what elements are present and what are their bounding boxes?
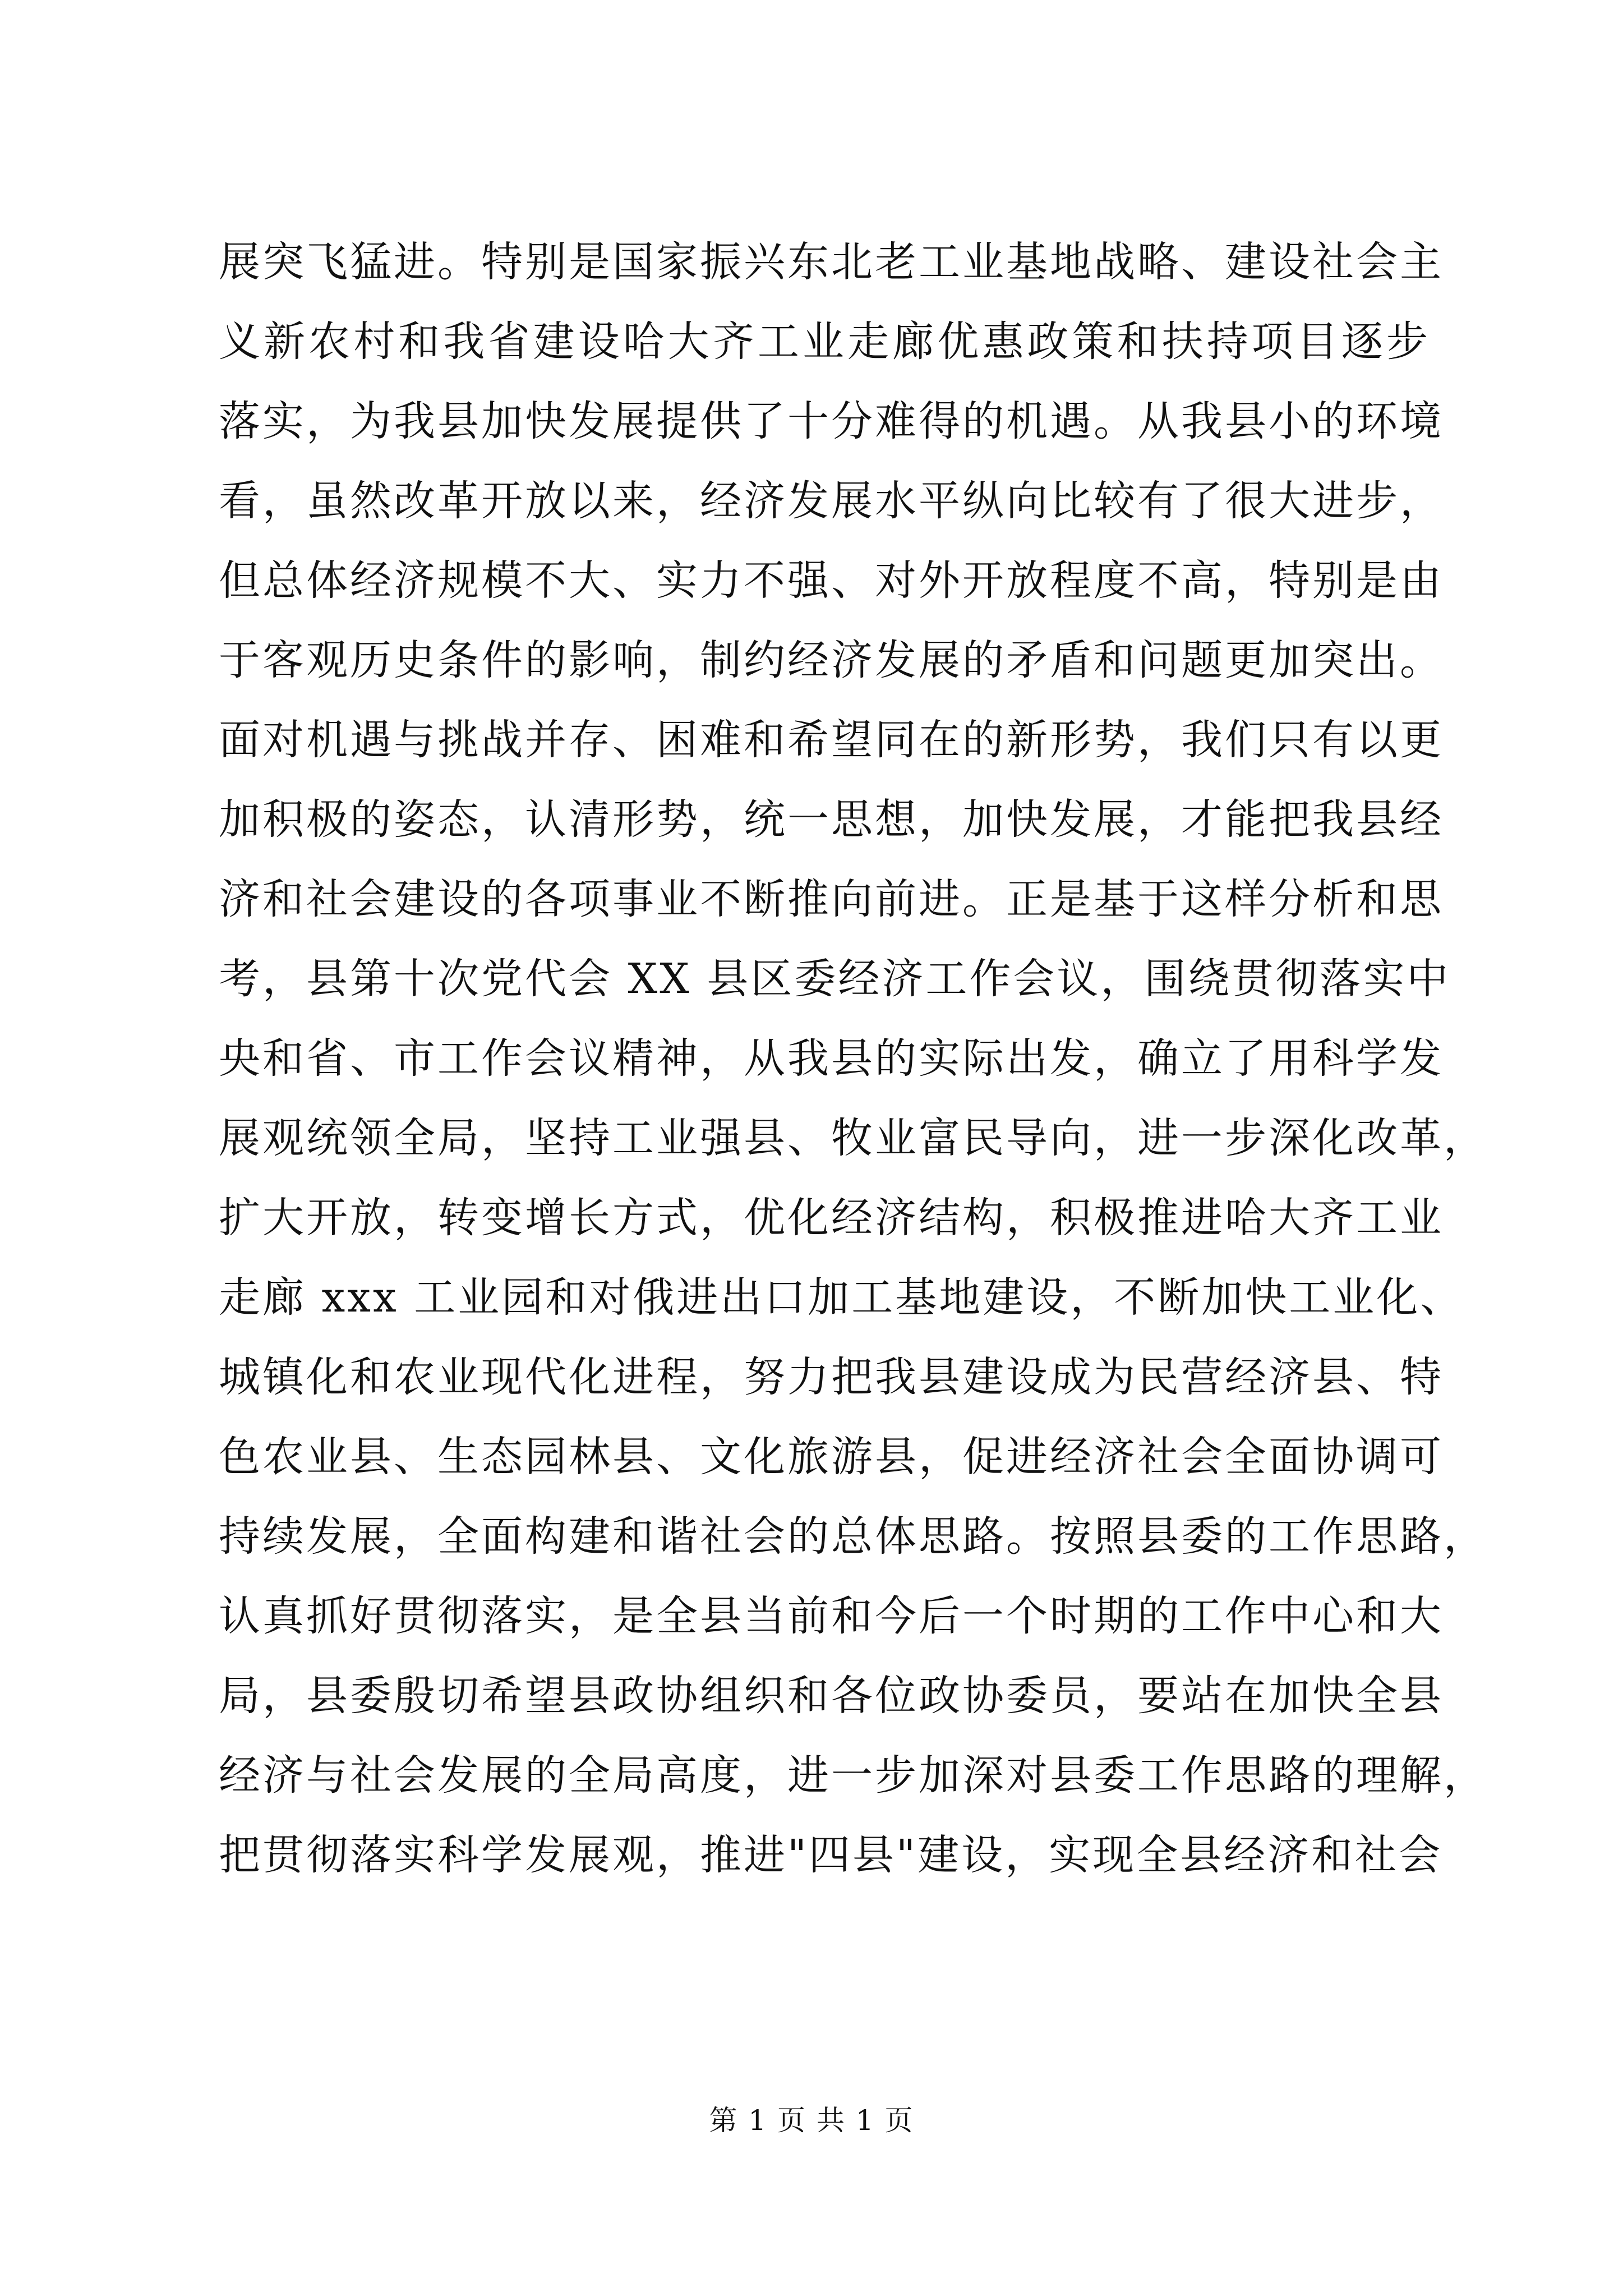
text-line: 把贯彻落实科学发展观，推进"四县"建设，实现全县经济和社会 — [219, 1831, 1443, 1879]
body-paragraph — [219, 222, 1487, 1895]
text-line: 经济与社会发展的全局高度，进一步加深对县委工作思路的理解， — [219, 1751, 1487, 1800]
text-line: 面对机遇与挑战并存、困难和希望同在的新形势，我们只有以更 — [219, 716, 1444, 764]
text-line: 义新农村和我省建设哈大齐工业走廊优惠政策和扶持项目逐步 — [219, 318, 1430, 366]
text-line: 城镇化和农业现代化进程，努力把我县建设成为民营经济县、特 — [219, 1353, 1444, 1401]
text-line: 济和社会建设的各项事业不断推向前进。正是基于这样分析和思 — [219, 875, 1444, 923]
text-line: 局，县委殷切希望县政协组织和各位政协委员，要站在加快全县 — [219, 1672, 1444, 1720]
text-line: 认真抓好贯彻落实，是全县当前和今后一个时期的工作中心和大 — [219, 1592, 1444, 1640]
page-footer: 第 1 页 共 1 页 — [709, 2104, 914, 2137]
text-line: 加积极的姿态，认清形势，统一思想，加快发展，才能把我县经 — [219, 795, 1444, 844]
text-line: 但总体经济规模不大、实力不强、对外开放程度不高，特别是由 — [219, 556, 1444, 605]
text-line: 色农业县、生态园林县、文化旅游县，促进经济社会全面协调可 — [219, 1433, 1444, 1481]
text-line: 展突飞猛进。特别是国家振兴东北老工业基地战略、建设社会主 — [219, 238, 1444, 286]
text-line: 展观统领全局，坚持工业强县、牧业富民导向，进一步深化改革， — [219, 1114, 1487, 1162]
text-line: 央和省、市工作会议精神，从我县的实际出发，确立了用科学发 — [219, 1034, 1444, 1083]
text-line: 看，虽然改革开放以来，经济发展水平纵向比较有了很大进步， — [219, 477, 1444, 525]
text-line: 走廊 xxx 工业园和对俄进出口加工基地建设，不断加快工业化、 — [219, 1273, 1464, 1322]
text-line: 于客观历史条件的影响，制约经济发展的矛盾和问题更加突出。 — [219, 636, 1444, 684]
text-line: 持续发展，全面构建和谐社会的总体思路。按照县委的工作思路， — [219, 1512, 1487, 1561]
text-line: 落实，为我县加快发展提供了十分难得的机遇。从我县小的环境 — [219, 397, 1444, 445]
text-line: 扩大开放，转变增长方式，优化经济结构，积极推进哈大齐工业 — [219, 1194, 1444, 1242]
text-line: 考，县第十次党代会 XX 县区委经济工作会议，围绕贯彻落实中 — [219, 955, 1451, 1003]
